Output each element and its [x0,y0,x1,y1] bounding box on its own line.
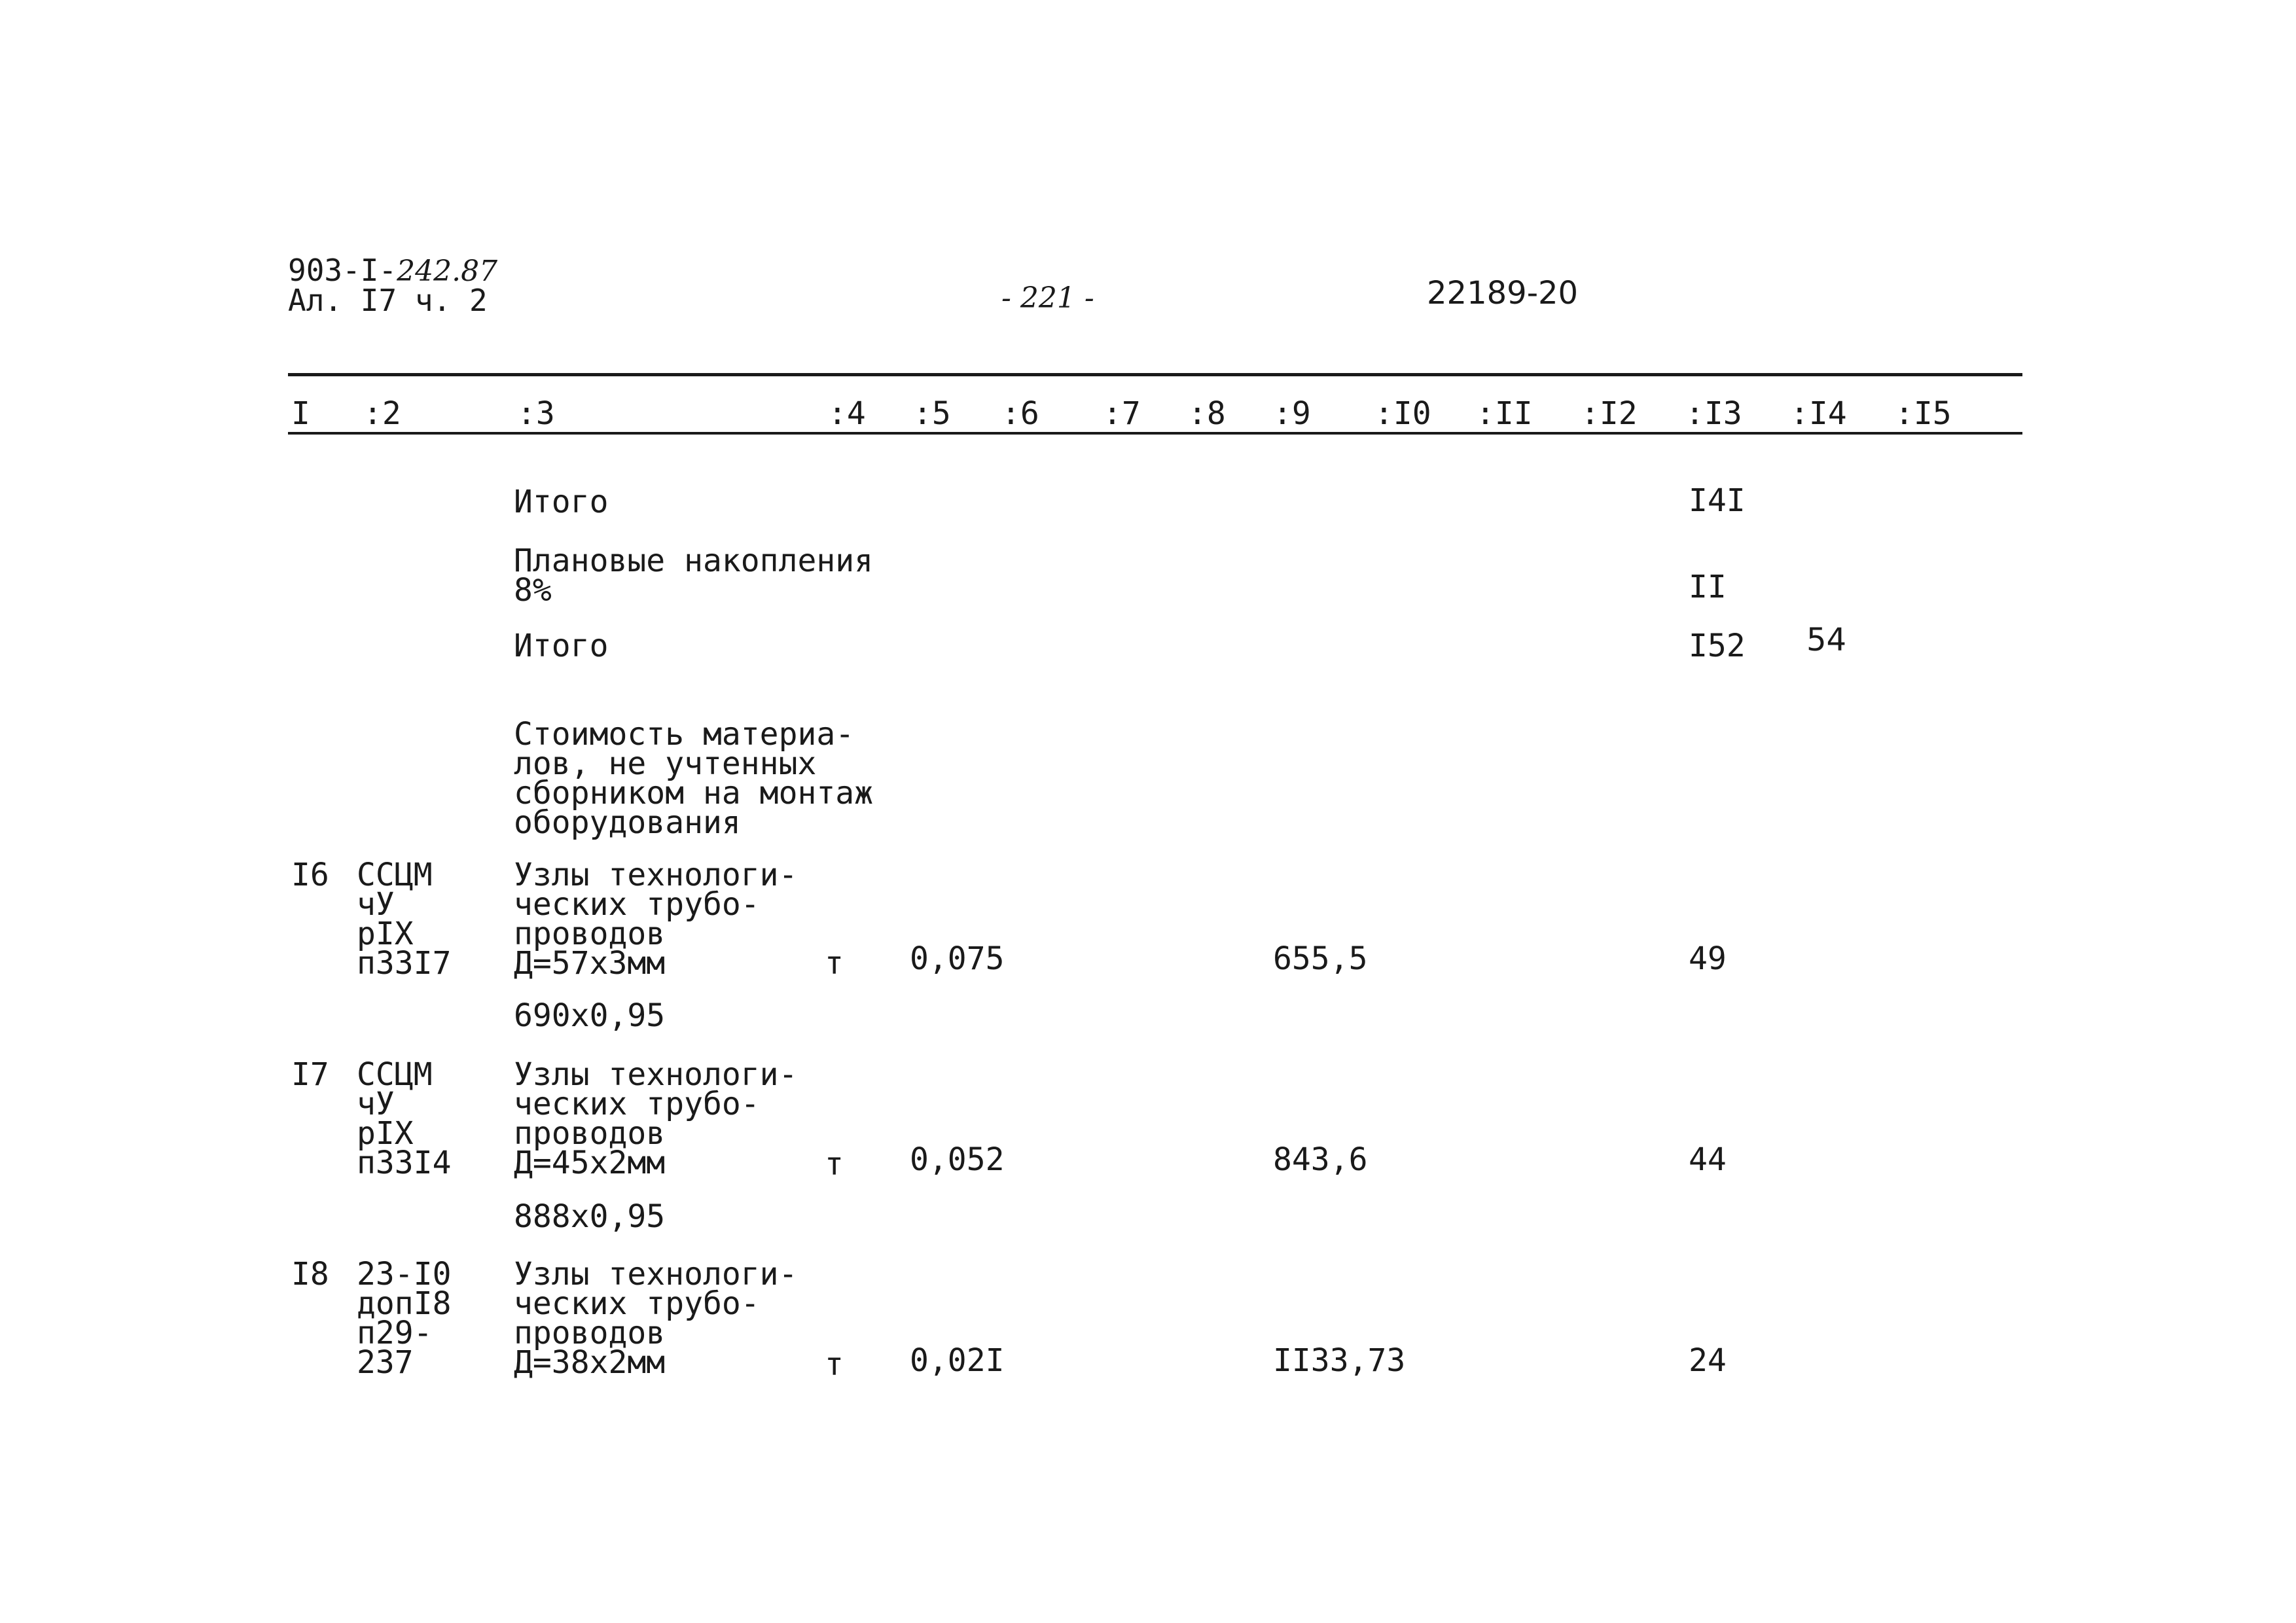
row-quantity: 0,052 [910,1141,1005,1178]
document-number: 22189-20 [1427,275,1579,312]
column-header-7: :7 [1103,395,1141,432]
section-title: Стоимость материа- лов, не учтенных сборником на монтаж оборудования [514,716,874,841]
row-price: II33,73 [1273,1342,1406,1379]
page-number: - 221 - [1001,281,1094,315]
column-header-underline [288,432,2022,435]
column-header-9: :9 [1273,395,1311,432]
row-total: 44 [1689,1141,1727,1178]
row-unit: т [825,1146,844,1183]
row-description: Узлы технологи- ческих трубо- проводов Д=38х2мм [514,1256,798,1381]
itogo-label-1: Итого [514,484,609,520]
row-description: Узлы технологи- ческих трубо- проводов Д=57х3мм [514,857,798,982]
row-code: ССЦМ чУ pIX п33I7 [357,857,452,982]
top-rule [288,373,2022,376]
itogo-value-2: I52 [1689,628,1746,664]
row-code: ССЦМ чУ pIX п33I4 [357,1056,452,1181]
row-total: 49 [1689,940,1727,977]
document-code-handwritten: 242.87 [397,255,498,288]
row-total: 24 [1689,1342,1727,1379]
row-note: 888х0,95 [514,1198,666,1235]
column-header-13: :I3 [1685,395,1742,432]
row-number: I8 [291,1256,329,1293]
column-header-4: :4 [828,395,866,432]
row-quantity: 0,075 [910,940,1005,977]
column-header-2: :2 [363,395,401,432]
planned-savings-label: Плановые накопления 8% [514,543,874,609]
column-header-8: :8 [1188,395,1226,432]
row-price: 655,5 [1273,940,1368,977]
row-code: 23-I0 допI8 п29- 237 [357,1256,452,1381]
column-header-11: :II [1476,395,1533,432]
planned-savings-value: II [1689,569,1727,605]
column-header-15: :I5 [1895,395,1952,432]
row-price: 843,6 [1273,1141,1368,1178]
row-number: I6 [291,857,329,893]
document-code [288,255,497,287]
itogo-value-1: I4I [1689,482,1746,519]
column-header-10: :I0 [1374,395,1431,432]
row-number: I7 [291,1056,329,1093]
row-unit: т [825,945,844,982]
row-unit: т [825,1346,844,1383]
column-header-6: :6 [1001,395,1039,432]
column-header-3: :3 [517,395,555,432]
row-note: 690х0,95 [514,997,666,1034]
column-header-14: :I4 [1790,395,1847,432]
itogo-extra-value: 54 [1806,622,1847,658]
album-reference: Ал. I7 ч. 2 [288,283,488,318]
itogo-label-2: Итого [514,628,609,664]
row-quantity: 0,02I [910,1342,1005,1379]
column-header-5: :5 [913,395,951,432]
column-header-12: :I2 [1581,395,1638,432]
row-description: Узлы технологи- ческих трубо- проводов Д=45х2мм [514,1056,798,1181]
column-header-1: I [291,395,310,432]
document-code-prefix: 903-I- [288,253,397,288]
